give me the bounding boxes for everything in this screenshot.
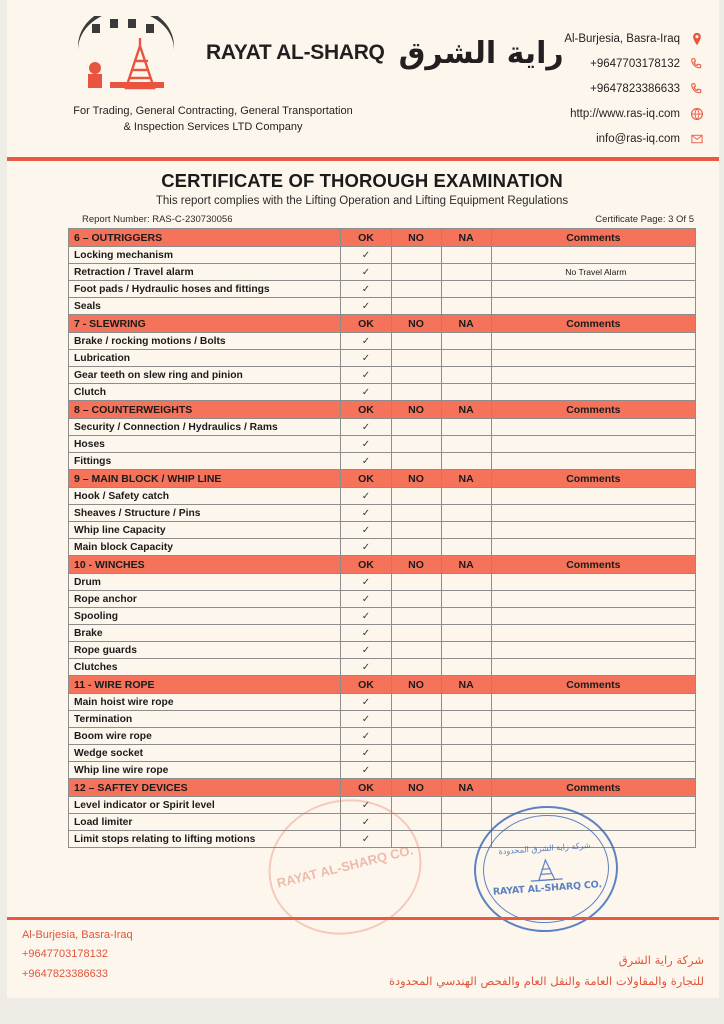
document-header (0, 0, 724, 155)
footer-arabic (389, 926, 704, 998)
row-item-label: Limit stops relating to lifting motions (69, 831, 341, 848)
table-row (69, 350, 696, 367)
tagline-line-1: For Trading, General Contracting, General Transportation (73, 105, 353, 117)
table-row (69, 419, 696, 436)
check-icon: ✓ (361, 697, 371, 708)
check-icon: ✓ (361, 456, 371, 467)
table-row (69, 247, 696, 264)
table-row (69, 453, 696, 470)
row-item-label: Level indicator or Spirit level (69, 797, 341, 814)
company-logo-icon (48, 16, 198, 90)
row-na-cell[interactable] (441, 642, 491, 659)
globe-icon (689, 106, 704, 121)
tagline-line-2: & Inspection Services LTD Company (123, 120, 303, 133)
section-title: 12 – SAFTEY DEVICES (69, 779, 341, 797)
check-icon: ✓ (361, 628, 371, 639)
logo-row (48, 14, 564, 92)
table-row (69, 436, 696, 453)
row-ok-cell[interactable] (341, 608, 391, 625)
column-header-no: NO (391, 229, 441, 247)
row-ok-cell[interactable] (341, 298, 391, 315)
row-no-cell[interactable] (391, 281, 441, 298)
company-tagline (48, 104, 378, 136)
row-comment-cell[interactable] (491, 333, 695, 350)
check-icon: ✓ (361, 817, 371, 828)
row-na-cell[interactable] (441, 367, 491, 384)
check-icon: ✓ (361, 439, 371, 450)
table-row (69, 298, 696, 315)
row-comment-cell[interactable] (491, 574, 695, 591)
row-item-label: Seals (69, 298, 341, 315)
column-header-ok: OK (341, 401, 391, 419)
table-row (69, 574, 696, 591)
table-row (69, 728, 696, 745)
section-title: 9 – MAIN BLOCK / WHIP LINE (69, 470, 341, 488)
row-na-cell[interactable] (441, 574, 491, 591)
row-comment-cell[interactable] (491, 281, 695, 298)
stamp-arabic-text: شركة راية الشرق المحدودة (498, 840, 591, 857)
contact-email-text[interactable]: info@ras-iq.com (596, 132, 680, 145)
row-na-cell[interactable] (441, 298, 491, 315)
row-na-cell[interactable] (441, 728, 491, 745)
phone-icon (689, 81, 704, 96)
column-header-comments: Comments (491, 556, 695, 574)
row-no-cell[interactable] (391, 298, 441, 315)
row-item-label: Clutches (69, 659, 341, 676)
row-comment-cell[interactable] (491, 367, 695, 384)
column-header-no: NO (391, 676, 441, 694)
footer-address: Al-Burjesia, Basra-Iraq (22, 929, 133, 941)
row-no-cell[interactable] (391, 488, 441, 505)
logo-text-ar: راية الشرق (398, 35, 564, 71)
column-header-no: NO (391, 401, 441, 419)
row-ok-cell[interactable] (341, 797, 391, 814)
row-item-label: Wedge socket (69, 745, 341, 762)
logo-text-en: RAYAT AL-SHARQ (206, 41, 385, 64)
check-icon: ✓ (361, 594, 371, 605)
row-no-cell[interactable] (391, 642, 441, 659)
row-item-label: Load limiter (69, 814, 341, 831)
row-no-cell[interactable] (391, 384, 441, 401)
row-comment-cell[interactable] (491, 642, 695, 659)
section-title: 11 - WIRE ROPE (69, 676, 341, 694)
table-row (69, 522, 696, 539)
column-header-comments: Comments (491, 315, 695, 333)
row-na-cell[interactable] (441, 436, 491, 453)
row-ok-cell[interactable] (341, 453, 391, 470)
row-item-label: Locking mechanism (69, 247, 341, 264)
row-item-label: Fittings (69, 453, 341, 470)
row-comment-cell[interactable] (491, 608, 695, 625)
row-ok-cell[interactable] (341, 728, 391, 745)
row-item-label: Security / Connection / Hydraulics / Rams (69, 419, 341, 436)
table-row (69, 711, 696, 728)
table-row (69, 539, 696, 556)
check-icon: ✓ (361, 731, 371, 742)
column-header-no: NO (391, 556, 441, 574)
row-no-cell[interactable] (391, 814, 441, 831)
check-icon: ✓ (361, 645, 371, 656)
row-item-label: Boom wire rope (69, 728, 341, 745)
row-na-cell[interactable] (441, 247, 491, 264)
company-branding (20, 14, 564, 155)
section-title: 6 – OUTRIGGERS (69, 229, 341, 247)
row-na-cell[interactable] (441, 419, 491, 436)
row-comment-cell[interactable] (491, 591, 695, 608)
column-header-ok: OK (341, 779, 391, 797)
check-icon: ✓ (361, 301, 371, 312)
check-icon: ✓ (361, 387, 371, 398)
row-ok-cell[interactable] (341, 574, 391, 591)
row-comment-cell[interactable] (491, 659, 695, 676)
footer-arabic-line-2: للتجارة والمقاولات العامة والنقل العام والفحص الهندسي المحدودة (388, 973, 704, 988)
phone-icon (689, 56, 704, 71)
table-row (69, 505, 696, 522)
row-ok-cell[interactable] (341, 591, 391, 608)
row-no-cell[interactable] (391, 625, 441, 642)
check-icon: ✓ (361, 765, 371, 776)
stamp-english-text: RAYAT AL-SHARQ CO. (492, 879, 603, 898)
table-row (69, 694, 696, 711)
table-row (69, 384, 696, 401)
row-ok-cell[interactable] (341, 505, 391, 522)
column-header-comments: Comments (491, 470, 695, 488)
row-ok-cell[interactable] (341, 642, 391, 659)
location-pin-icon (689, 31, 704, 46)
row-comment-cell[interactable] (491, 522, 695, 539)
column-header-na: NA (441, 676, 491, 694)
check-icon: ✓ (361, 662, 371, 673)
row-ok-cell[interactable] (341, 694, 391, 711)
row-no-cell[interactable] (391, 264, 441, 281)
row-na-cell[interactable] (441, 333, 491, 350)
row-comment-cell[interactable] (491, 745, 695, 762)
column-header-na: NA (441, 470, 491, 488)
row-ok-cell[interactable] (341, 522, 391, 539)
row-no-cell[interactable] (391, 608, 441, 625)
row-ok-cell[interactable] (341, 539, 391, 556)
row-item-label: Spooling (69, 608, 341, 625)
column-header-no: NO (391, 315, 441, 333)
row-comment-cell[interactable] (491, 298, 695, 315)
row-na-cell[interactable] (441, 384, 491, 401)
column-header-ok: OK (341, 315, 391, 333)
table-row (69, 264, 696, 281)
table-section-header (69, 470, 696, 488)
column-header-comments: Comments (491, 779, 695, 797)
row-na-cell[interactable] (441, 488, 491, 505)
column-header-na: NA (441, 401, 491, 419)
row-comment-cell[interactable] (491, 694, 695, 711)
report-number: Report Number: RAS-C-230730056 (82, 214, 233, 225)
row-ok-cell[interactable] (341, 436, 391, 453)
row-no-cell[interactable] (391, 711, 441, 728)
row-no-cell[interactable] (391, 350, 441, 367)
check-icon: ✓ (361, 834, 371, 845)
row-no-cell[interactable] (391, 659, 441, 676)
row-no-cell[interactable] (391, 762, 441, 779)
contact-address-text: Al-Burjesia, Basra-Iraq (564, 32, 680, 45)
check-icon: ✓ (361, 353, 371, 364)
row-na-cell[interactable] (441, 453, 491, 470)
check-icon: ✓ (361, 250, 371, 261)
column-header-ok: OK (341, 676, 391, 694)
row-comment-cell[interactable] (491, 625, 695, 642)
scan-edge-left (0, 0, 7, 1024)
row-item-label: Rope guards (69, 642, 341, 659)
row-no-cell[interactable] (391, 419, 441, 436)
row-na-cell[interactable] (441, 814, 491, 831)
inspection-table (68, 228, 696, 848)
row-comment-cell[interactable] (491, 453, 695, 470)
check-icon: ✓ (361, 800, 371, 811)
table-section-header (69, 315, 696, 333)
row-comment-cell[interactable] (491, 350, 695, 367)
row-item-label: Brake (69, 625, 341, 642)
section-title: 7 - SLEWRING (69, 315, 341, 333)
footer-arabic-line-1: شركة راية الشرق (618, 953, 704, 967)
row-no-cell[interactable] (391, 333, 441, 350)
row-no-cell[interactable] (391, 797, 441, 814)
contact-email[interactable] (448, 126, 704, 151)
scan-edge-right (719, 0, 724, 1024)
check-icon: ✓ (361, 577, 371, 588)
contact-website-text[interactable]: http://www.ras-iq.com (570, 107, 680, 120)
column-header-no: NO (391, 470, 441, 488)
contact-phone-2 (448, 76, 704, 101)
row-comment-cell[interactable] (491, 436, 695, 453)
row-ok-cell[interactable] (341, 367, 391, 384)
row-no-cell[interactable] (391, 247, 441, 264)
column-header-na: NA (441, 315, 491, 333)
row-ok-cell[interactable] (341, 281, 391, 298)
row-ok-cell[interactable] (341, 247, 391, 264)
row-na-cell[interactable] (441, 762, 491, 779)
row-item-label: Retraction / Travel alarm (69, 264, 341, 281)
row-comment-cell[interactable] (491, 384, 695, 401)
row-no-cell[interactable] (391, 539, 441, 556)
row-item-label: Drum (69, 574, 341, 591)
row-item-label: Gear teeth on slew ring and pinion (69, 367, 341, 384)
row-no-cell[interactable] (391, 694, 441, 711)
row-ok-cell[interactable] (341, 745, 391, 762)
table-section-header (69, 779, 696, 797)
scan-edge-bottom (0, 998, 724, 1024)
row-comment-cell[interactable] (491, 419, 695, 436)
row-item-label: Lubrication (69, 350, 341, 367)
check-icon: ✓ (361, 491, 371, 502)
row-no-cell[interactable] (391, 367, 441, 384)
column-header-comments: Comments (491, 401, 695, 419)
row-na-cell[interactable] (441, 608, 491, 625)
document-meta (82, 214, 694, 225)
check-icon: ✓ (361, 714, 371, 725)
row-no-cell[interactable] (391, 436, 441, 453)
row-comment-cell[interactable] (491, 814, 695, 831)
contact-phone-1-text: +9647703178132 (590, 57, 680, 70)
footer-phone-1: +9647703178132 (22, 948, 108, 961)
row-na-cell[interactable] (441, 625, 491, 642)
row-item-label: Hook / Safety catch (69, 488, 341, 505)
row-na-cell[interactable] (441, 539, 491, 556)
page-subtitle: This report complies with the Lifting Operation and Lifting Equipment Regulations (155, 195, 569, 207)
column-header-comments: Comments (491, 676, 695, 694)
footer-phone-2: +9647823386633 (22, 967, 108, 980)
row-item-label: Rope anchor (69, 591, 341, 608)
row-ok-cell[interactable] (341, 419, 391, 436)
table-row (69, 762, 696, 779)
row-na-cell[interactable] (441, 281, 491, 298)
check-icon: ✓ (361, 542, 371, 553)
row-comment-cell[interactable] (491, 247, 695, 264)
row-no-cell[interactable] (391, 505, 441, 522)
faded-stamp: RAYAT AL-SHARQ CO. (254, 783, 436, 950)
table-section-header (69, 676, 696, 694)
check-icon: ✓ (361, 284, 371, 295)
row-no-cell[interactable] (391, 522, 441, 539)
row-comment-cell[interactable] (491, 505, 695, 522)
table-row (69, 745, 696, 762)
check-icon: ✓ (361, 508, 371, 519)
row-na-cell[interactable] (441, 831, 491, 848)
row-item-label: Foot pads / Hydraulic hoses and fittings (69, 281, 341, 298)
row-no-cell[interactable] (391, 574, 441, 591)
row-no-cell[interactable] (391, 745, 441, 762)
table-section-header (69, 556, 696, 574)
row-na-cell[interactable] (441, 659, 491, 676)
row-comment-cell[interactable]: No Travel Alarm (491, 264, 695, 281)
table-row (69, 831, 696, 848)
row-ok-cell[interactable] (341, 659, 391, 676)
table-row (69, 814, 696, 831)
row-no-cell[interactable] (391, 453, 441, 470)
contact-phone-2-text: +9647823386633 (590, 82, 680, 95)
table-row (69, 281, 696, 298)
table-row (69, 659, 696, 676)
check-icon: ✓ (361, 267, 371, 278)
check-icon: ✓ (361, 748, 371, 759)
envelope-icon (689, 131, 704, 146)
column-header-na: NA (441, 229, 491, 247)
column-header-ok: OK (341, 229, 391, 247)
table-row (69, 367, 696, 384)
footer-contact (22, 926, 133, 998)
section-title: 8 – COUNTERWEIGHTS (69, 401, 341, 419)
row-item-label: Brake / rocking motions / Bolts (69, 333, 341, 350)
table-row (69, 642, 696, 659)
row-comment-cell[interactable] (491, 762, 695, 779)
row-ok-cell[interactable] (341, 625, 391, 642)
row-na-cell[interactable] (441, 591, 491, 608)
document-footer (0, 920, 724, 998)
check-icon: ✓ (361, 611, 371, 622)
table-row (69, 488, 696, 505)
section-title: 10 - WINCHES (69, 556, 341, 574)
row-ok-cell[interactable] (341, 350, 391, 367)
row-comment-cell[interactable] (491, 539, 695, 556)
row-comment-cell[interactable] (491, 488, 695, 505)
derrick-icon (527, 854, 565, 882)
row-ok-cell[interactable] (341, 333, 391, 350)
inspection-table-wrapper (68, 228, 696, 848)
row-item-label: Main hoist wire rope (69, 694, 341, 711)
certificate-page: Certificate Page: 3 Of 5 (595, 214, 694, 225)
column-header-ok: OK (341, 556, 391, 574)
check-icon: ✓ (361, 525, 371, 536)
row-ok-cell[interactable] (341, 762, 391, 779)
row-comment-cell[interactable] (491, 711, 695, 728)
row-comment-cell[interactable] (491, 831, 695, 848)
column-header-no: NO (391, 779, 441, 797)
row-ok-cell[interactable] (341, 264, 391, 281)
row-na-cell[interactable] (441, 350, 491, 367)
row-no-cell[interactable] (391, 831, 441, 848)
table-section-header (69, 229, 696, 247)
table-row (69, 797, 696, 814)
table-row (69, 625, 696, 642)
table-row (69, 333, 696, 350)
row-comment-cell[interactable] (491, 797, 695, 814)
row-ok-cell[interactable] (341, 488, 391, 505)
contact-website[interactable] (448, 101, 704, 126)
row-item-label: Sheaves / Structure / Pins (69, 505, 341, 522)
column-header-na: NA (441, 556, 491, 574)
row-ok-cell[interactable] (341, 814, 391, 831)
row-comment-cell[interactable] (491, 728, 695, 745)
table-row (69, 591, 696, 608)
column-header-ok: OK (341, 470, 391, 488)
row-ok-cell[interactable] (341, 831, 391, 848)
row-na-cell[interactable] (441, 694, 491, 711)
row-item-label: Main block Capacity (69, 539, 341, 556)
row-item-label: Whip line Capacity (69, 522, 341, 539)
row-na-cell[interactable] (441, 745, 491, 762)
table-row (69, 608, 696, 625)
row-ok-cell[interactable] (341, 384, 391, 401)
row-no-cell[interactable] (391, 591, 441, 608)
check-icon: ✓ (361, 336, 371, 347)
row-na-cell[interactable] (441, 264, 491, 281)
row-ok-cell[interactable] (341, 711, 391, 728)
row-na-cell[interactable] (441, 797, 491, 814)
row-na-cell[interactable] (441, 711, 491, 728)
row-na-cell[interactable] (441, 522, 491, 539)
row-na-cell[interactable] (441, 505, 491, 522)
check-icon: ✓ (361, 422, 371, 433)
row-item-label: Whip line wire rope (69, 762, 341, 779)
row-item-label: Hoses (69, 436, 341, 453)
row-item-label: Clutch (69, 384, 341, 401)
row-no-cell[interactable] (391, 728, 441, 745)
header-divider (0, 157, 724, 161)
column-header-na: NA (441, 779, 491, 797)
table-section-header (69, 401, 696, 419)
column-header-comments: Comments (491, 229, 695, 247)
inspection-table-body (69, 229, 696, 848)
check-icon: ✓ (361, 370, 371, 381)
row-item-label: Termination (69, 711, 341, 728)
page-title: CERTIFICATE OF THOROUGH EXAMINATION (161, 170, 563, 191)
